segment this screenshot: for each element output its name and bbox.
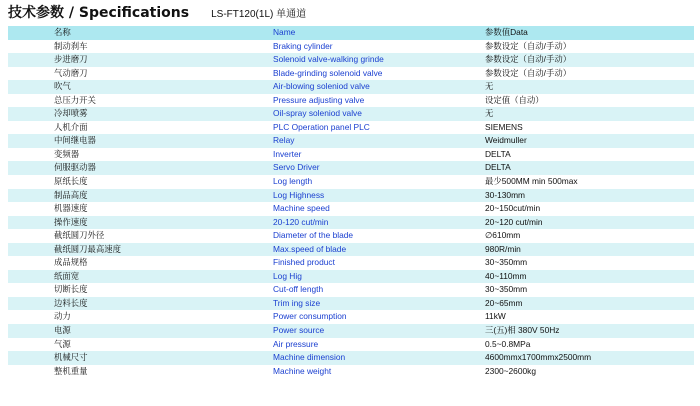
cell-value: 30~350mm: [485, 284, 528, 295]
table-row: [8, 310, 694, 324]
cell-name-cn: 切断长度: [54, 284, 88, 295]
cell-name-en: Solenoid valve-walking grinde: [273, 54, 384, 65]
cell-name-cn: 机器速度: [54, 203, 88, 214]
cell-name-cn: 原纸长度: [54, 176, 88, 187]
cell-value: SIEMENS: [485, 121, 523, 132]
cell-value: 980R/min: [485, 243, 521, 254]
cell-value: 无: [485, 81, 494, 92]
cell-name-cn: 成品规格: [54, 257, 88, 268]
cell-value: 4600mmx1700mmx2500mm: [485, 352, 592, 363]
table-row: [8, 229, 694, 243]
cell-name-en: Oil-spray soleniod valve: [273, 108, 362, 119]
cell-name-cn: 总压力开关: [54, 94, 96, 105]
cell-name-cn: 电源: [54, 325, 71, 336]
cell-name-cn: 截纸圆刀外径: [54, 230, 105, 241]
model-subtitle: LS-FT120(1L) 单通道: [211, 9, 307, 20]
cell-name-cn: 操作速度: [54, 216, 88, 227]
cell-name-cn: 冷却喷雾: [54, 108, 88, 119]
table-row: [8, 80, 694, 94]
cell-name-en: Trim ing size: [273, 297, 321, 308]
cell-name-en: Pressure adjusting valve: [273, 94, 365, 105]
cell-name-en: Max.speed of blade: [273, 243, 347, 254]
table-row: [8, 202, 694, 216]
cell-value: 0.5~0.8MPa: [485, 338, 531, 349]
cell-name-cn: 边料长度: [54, 297, 88, 308]
cell-value: 30~350mm: [485, 257, 528, 268]
cell-name-en: Log length: [273, 176, 313, 187]
cell-name-cn: 动力: [54, 311, 71, 322]
cell-name-en: Machine weight: [273, 365, 332, 376]
table-row: [8, 161, 694, 175]
table-row: [8, 324, 694, 338]
cell-name-en: Servo Driver: [273, 162, 320, 173]
cell-name-en: Braking cylinder: [273, 40, 333, 51]
cell-value: 无: [485, 108, 494, 119]
cell-name-cn: 截纸圆刀最高速度: [54, 243, 121, 254]
cell-name-cn: 整机重量: [54, 365, 88, 376]
table-row: [8, 189, 694, 203]
cell-value: 20~150cut/min: [485, 203, 541, 214]
cell-name-cn: 伺服驱动器: [54, 162, 96, 173]
cell-value: 20~65mm: [485, 297, 523, 308]
cell-value: ∅610mm: [485, 230, 521, 241]
cell-value: 40~110mm: [485, 270, 527, 281]
cell-name-en: Blade-grinding solenoid valve: [273, 67, 383, 78]
cell-name-cn: 步进磨刀: [54, 54, 88, 65]
cell-name-en: Cut-off length: [273, 284, 324, 295]
cell-name-en: Air pressure: [273, 338, 319, 349]
cell-name-en: Machine speed: [273, 203, 330, 214]
table-row: [8, 67, 694, 81]
table-row: [8, 338, 694, 352]
cell-name-cn: 纸面宽: [54, 270, 80, 281]
cell-name-en: Log Hig: [273, 270, 302, 281]
page-title: 技术参数 / Specifications: [8, 5, 190, 21]
cell-name-cn: 吹气: [54, 81, 71, 92]
cell-name-cn: 变频器: [54, 148, 80, 159]
cell-value: 11kW: [485, 311, 506, 322]
cell-value: 参数设定（自动/手动）: [485, 40, 572, 51]
cell-name-en: Machine dimension: [273, 352, 346, 363]
cell-name-cn: 中间继电器: [54, 135, 96, 146]
cell-value: 最少500MM min 500max: [485, 176, 578, 187]
cell-name-cn: 制品高度: [54, 189, 88, 200]
table-row: [8, 40, 694, 54]
cell-value: 参数设定（自动/手动）: [485, 54, 572, 65]
cell-name-en: Finished product: [273, 257, 335, 268]
table-row: [8, 148, 694, 162]
table-row: [8, 351, 694, 365]
cell-value: 30-130mm: [485, 189, 526, 200]
cell-name-cn: 机械尺寸: [54, 352, 88, 363]
cell-name-en: Power source: [273, 325, 325, 336]
cell-name-cn: 制动刹车: [54, 40, 88, 51]
page-title-bar: [8, 2, 306, 24]
table-row: [8, 216, 694, 230]
spec-table: [8, 26, 694, 378]
table-row: [8, 134, 694, 148]
table-row: [8, 94, 694, 108]
table-header-row: [8, 26, 694, 40]
cell-value: Weidmuller: [485, 135, 527, 146]
cell-name-en: Diameter of the blade: [273, 230, 354, 241]
cell-name-en: Inverter: [273, 148, 302, 159]
cell-name-cn: 气源: [54, 338, 71, 349]
table-row: [8, 53, 694, 67]
table-row: [8, 175, 694, 189]
cell-name-en: Relay: [273, 135, 295, 146]
header-name-en: Name: [273, 27, 296, 37]
cell-name-cn: 气动磨刀: [54, 67, 88, 78]
table-row: [8, 283, 694, 297]
table-row: [8, 365, 694, 379]
table-row: [8, 121, 694, 135]
cell-value: 三(五)相 380V 50Hz: [485, 325, 560, 336]
cell-value: 20~120 cut/min: [485, 216, 543, 227]
cell-value: 设定值（自动）: [485, 94, 544, 105]
cell-name-en: Log Highness: [273, 189, 325, 200]
cell-name-en: Air-blowing soleniod valve: [273, 81, 370, 92]
table-row: [8, 107, 694, 121]
header-value: 参数值Data: [485, 27, 528, 37]
cell-value: DELTA: [485, 148, 511, 159]
table-row: [8, 256, 694, 270]
table-row: [8, 243, 694, 257]
cell-value: 参数设定（自动/手动）: [485, 67, 572, 78]
cell-name-cn: 人机介面: [54, 121, 88, 132]
table-row: [8, 297, 694, 311]
cell-name-en: 20-120 cut/min: [273, 216, 329, 227]
table-row: [8, 270, 694, 284]
cell-name-en: Power consumption: [273, 311, 347, 322]
cell-name-en: PLC Operation panel PLC: [273, 121, 370, 132]
cell-value: 2300~2600kg: [485, 365, 536, 376]
header-name-cn: 名称: [54, 27, 71, 37]
cell-value: DELTA: [485, 162, 511, 173]
